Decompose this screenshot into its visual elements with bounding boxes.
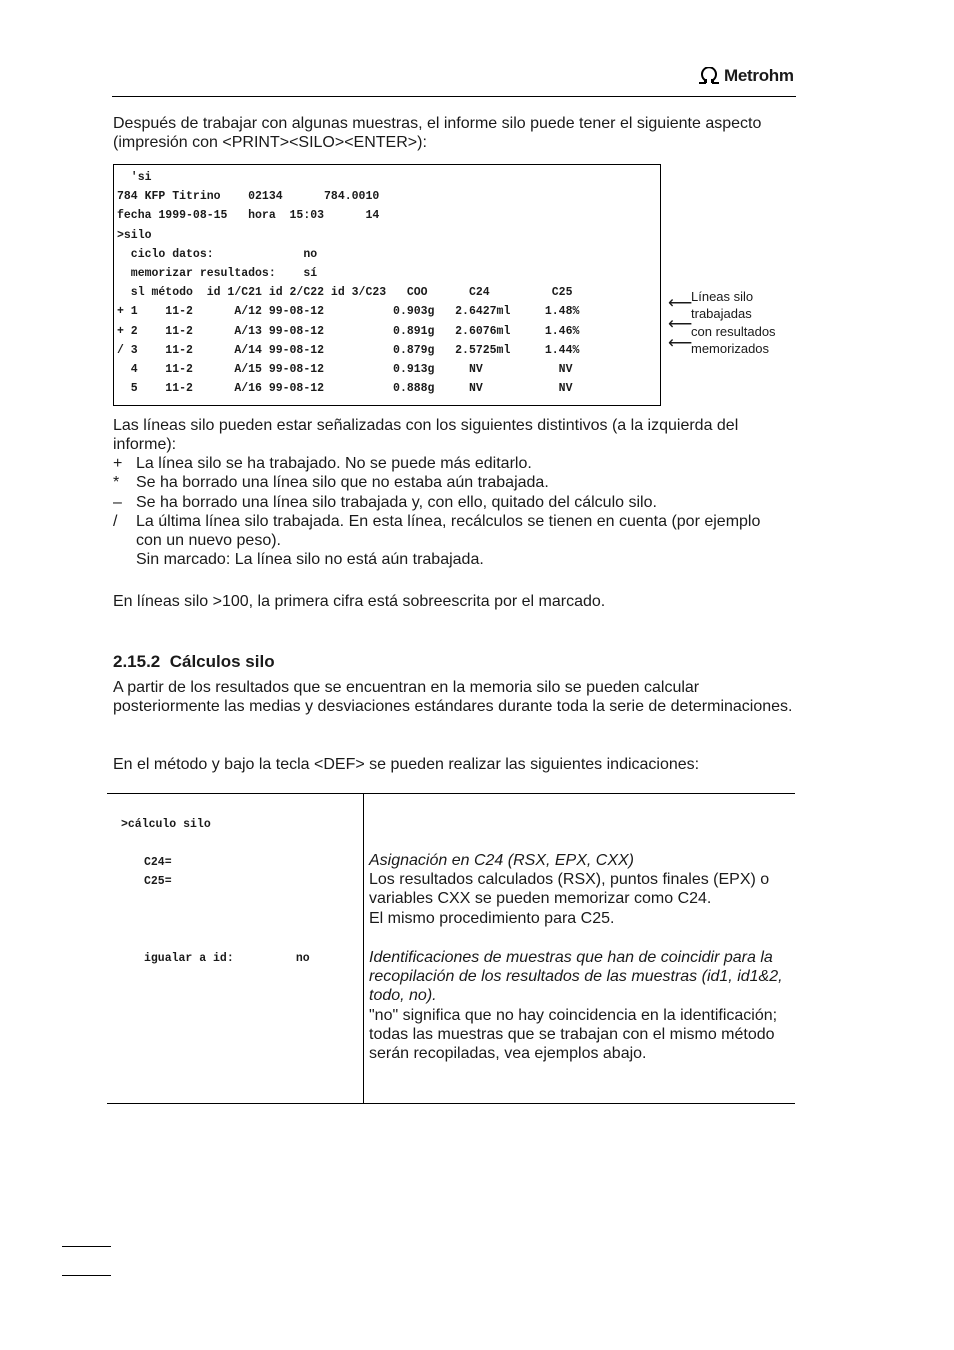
margin-note	[691, 288, 801, 357]
note-line: memorizados	[691, 340, 770, 356]
ident-description	[369, 948, 789, 1063]
arrow-left-icon: ⟵	[668, 293, 693, 312]
omega-icon	[697, 67, 721, 85]
brand-name: Metrohm	[724, 66, 794, 85]
mark-symbol: *	[113, 474, 120, 491]
calc-silo-label: >cálculo silo	[121, 818, 211, 831]
c25-param: C25=	[144, 875, 172, 888]
table-top-rule	[107, 793, 795, 794]
assign-text: Los resultados calculados (RSX), puntos finales (EPX) o variables CXX se pueden memorizar como C24.	[369, 871, 770, 908]
assign-text-2: El mismo procedimiento para C25.	[369, 909, 615, 927]
metrohm-logo	[697, 66, 794, 86]
footer-rule	[62, 1275, 111, 1276]
no-mark-text: Sin marcado: La línea silo no está aún trabajada.	[136, 551, 484, 568]
printout-line: fecha 1999-08-15 hora 15:03 14	[117, 209, 380, 222]
assign-title: Asignación en C24 (RSX, EPX, CXX)	[369, 852, 635, 869]
note-line: Líneas silo	[691, 289, 754, 304]
section-heading: 2.15.2 Cálculos silo	[113, 652, 275, 671]
c24-param: C24=	[144, 856, 172, 869]
mark-symbol: /	[113, 513, 118, 530]
table-column-divider	[363, 793, 364, 1104]
mark-text: Se ha borrado una línea silo que no estaba aún trabajada.	[136, 474, 549, 491]
silo-printout	[113, 164, 661, 406]
printout-line: 784 KFP Titrino 02134 784.0010	[117, 190, 380, 203]
marks-intro: Las líneas silo pueden estar señalizadas con los siguientes distintivos (a la izquierda del informe):	[113, 417, 739, 453]
mark-symbol: +	[113, 455, 123, 472]
mark-text: La línea silo se ha trabajado. No se puede más editarlo.	[136, 455, 532, 472]
note-line: trabajadas	[691, 306, 752, 322]
printout-header-row: sl método id 1/C21 id 2/C22 id 3/C23 COO C24 C25	[117, 286, 573, 299]
printout-data-row: + 1 11-2 A/12 99-08-12 0.903g 2.6427ml 1.48%	[117, 305, 580, 318]
printout-line: 'si	[117, 171, 152, 184]
printout-data-row: 5 11-2 A/16 99-08-12 0.888g NV NV	[117, 382, 573, 395]
printout-data-row: + 2 11-2 A/13 99-08-12 0.891g 2.6076ml 1.46%	[117, 325, 580, 338]
arrow-left-icon: ⟵	[668, 314, 693, 333]
header-rule	[112, 96, 796, 97]
printout-data-row: / 3 11-2 A/14 99-08-12 0.879g 2.5725ml 1.44%	[117, 344, 580, 357]
arrow-left-icon: ⟵	[668, 333, 693, 352]
section-paragraph: A partir de los resultados que se encuentran en la memoria silo se pueden calcular posteriormente las medias y desviaciones estándares durante toda la serie de determinaciones.	[113, 679, 793, 715]
printout-line: ciclo datos: no	[117, 248, 318, 261]
footer-rule	[62, 1246, 111, 1247]
table-bottom-rule	[107, 1103, 795, 1104]
ident-text: "no" significa que no hay coincidencia en la identificación; todas las muestras que se trabajan con el mismo método serán recopiladas, vea ejemplos abajo.	[369, 1006, 778, 1063]
section-paragraph: En el método y bajo la tecla <DEF> se pueden realizar las siguientes indicaciones:	[113, 756, 700, 773]
printout-data-row: 4 11-2 A/15 99-08-12 0.913g NV NV	[117, 363, 573, 376]
igualar-param: igualar a id: no	[144, 952, 310, 965]
assign-description	[369, 851, 789, 928]
printout-line: >silo	[117, 229, 152, 242]
mark-text: Se ha borrado una línea silo trabajada y, con ello, quitado del cálculo silo.	[136, 494, 657, 511]
ident-title: Identificaciones de muestras que han de coincidir para la recopilación de los resultados de las muestras (id1, id1&2, todo, no).	[369, 949, 783, 1005]
mark-text: La última línea silo trabajada. En esta línea, recálculos se tienen en cuenta (por ejemplo con un nuevo peso).	[136, 513, 761, 549]
intro-paragraph: Después de trabajar con algunas muestras, el informe silo puede tener el siguiente aspecto (impresión con <PRINT><SILO><ENTER>):	[113, 115, 762, 151]
over100-paragraph: En líneas silo >100, la primera cifra está sobreescrita por el marcado.	[113, 593, 606, 610]
note-line: con resultados	[691, 323, 776, 339]
printout-line: memorizar resultados: sí	[117, 267, 318, 280]
mark-symbol: –	[113, 494, 122, 511]
